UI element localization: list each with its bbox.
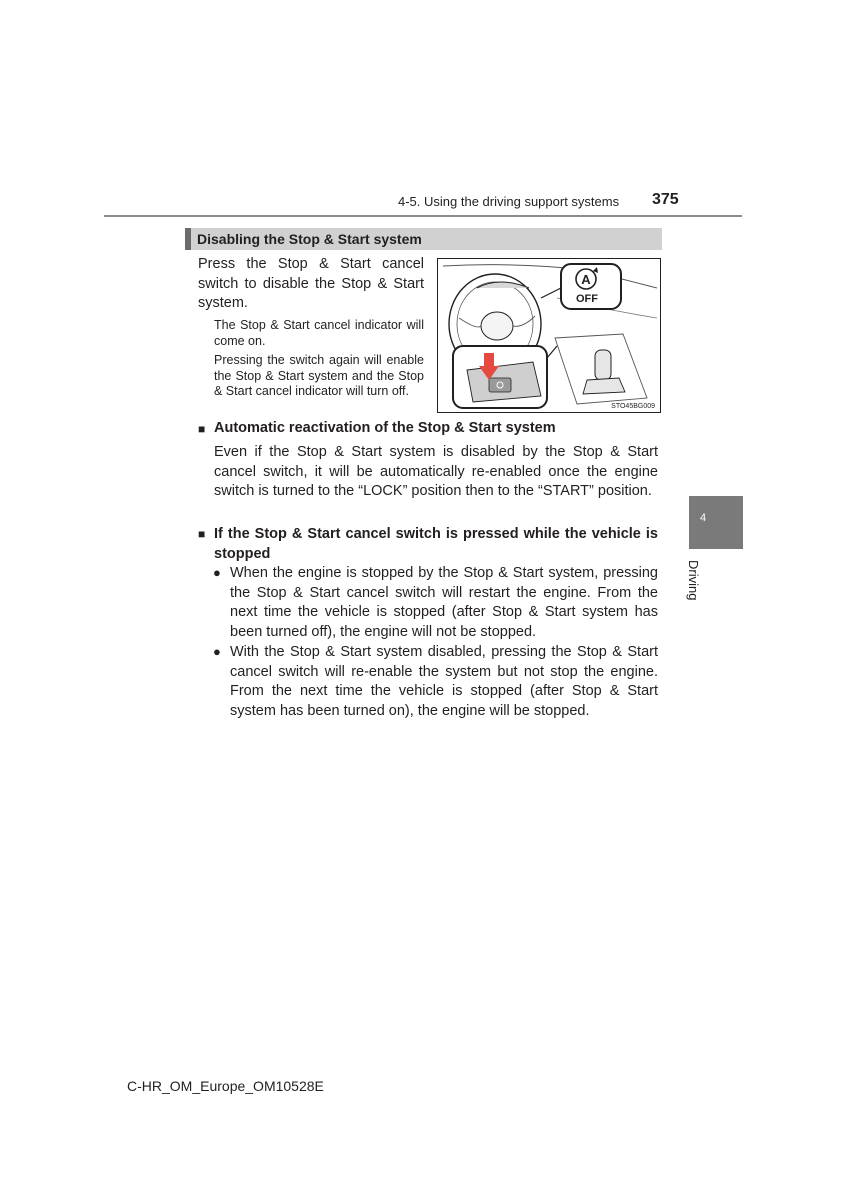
note-indicator-on: The Stop & Start cancel indicator will come on. (214, 318, 424, 348)
page-number: 375 (652, 191, 679, 208)
figure-code: STO45BG009 (611, 403, 655, 410)
indicator-letter: A (581, 272, 591, 287)
header-divider (104, 215, 742, 217)
list-item: When the engine is stopped by the Stop & Start system, pressing the Stop & Start cancel switch will restart the engine. From the next time the vehicle is stopped (after Stop & Start system has been turned off), the engine will not be stopped. (230, 565, 658, 640)
header-section-title: 4-5. Using the driving support systems (398, 194, 620, 209)
note-press-again: Pressing the switch again will enable the Stop & Start system and the Stop & Start cancel indicator will turn off. (214, 353, 424, 399)
pressed-stopped-heading: If the Stop & Start cancel switch is pressed while the vehicle is stopped (214, 526, 658, 562)
cancel-switch-illustration (437, 258, 661, 413)
document-id: C-HR_OM_Europe_OM10528E (127, 1078, 324, 1094)
intro-paragraph: Press the Stop & Start cancel switch to disable the Stop & Start system. (198, 256, 424, 311)
indicator-off-label: OFF (576, 293, 598, 305)
chapter-label: Driving (686, 560, 701, 601)
cancel-switch-callout (453, 346, 557, 408)
auto-reactivation-heading: Automatic reactivation of the Stop & Start system (214, 420, 556, 436)
section-marker: ■ (198, 422, 206, 436)
bullet-icon: ● (213, 565, 221, 580)
bullet-icon: ● (213, 644, 221, 659)
auto-reactivation-text: Even if the Stop & Start system is disabled by the Stop & Start cancel switch, it will be automatically re-enabled once the engine switch is turned to the “LOCK” position then to the “START” position. (214, 444, 658, 499)
chapter-tab (689, 496, 743, 549)
section-title: Disabling the Stop & Start system (197, 231, 422, 247)
list-item: With the Stop & Start system disabled, pressing the Stop & Start cancel switch will re-enable the system but not stop the engine. From the next time the vehicle is stopped (after Stop & Start system has been turned on), the engine will be stopped. (230, 644, 658, 719)
chapter-number: 4 (700, 512, 707, 524)
section-title-accent (185, 228, 191, 250)
section-marker: ■ (198, 527, 206, 541)
